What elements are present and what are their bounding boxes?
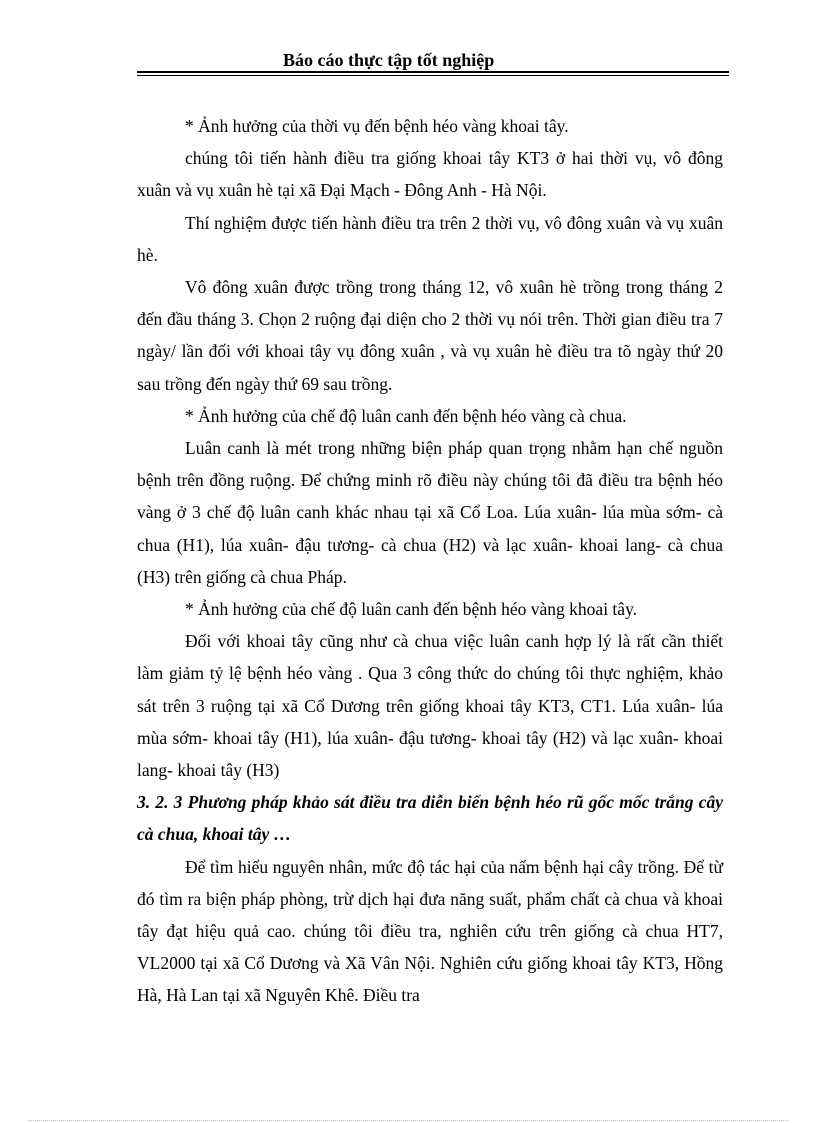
paragraph-methods: Để tìm hiểu nguyên nhân, mức độ tác hại của nấm bệnh hại cây trồng. Để từ đó tìm ra biện pháp phòng, trừ dịch hại đưa năng suất, phẩm chất cà chua và khoai tây đạt hiệu quả cao. chúng tôi điều tra, nghiên cứu trên giống cà chua HT7, VL2000 tại xã Cổ Dương và Xã Vân Nội. Nghiên cứu giống khoai tây KT3, Hồng Hà, Hà Lan tại xã Nguyên Khê. Điều tra [137,856,723,1006]
bullet-rotation-tomato: * Ảnh hưởng của chế độ luân canh đến bệnh héo vàng cà chua. [185,405,627,426]
header-rule-thin [137,75,729,76]
paragraph-planting-schedule: Vô đông xuân được trồng trong tháng 12, vô xuân hè trồng trong tháng 2 đến đầu tháng 3. Chọn 2 ruộng đại diện cho 2 thời vụ nói trên. Thời gian điều tra 7 ngày/ lần đối với khoai tây vụ đông xuân , và vụ xuân hè điều tra tõ ngày thứ 20 sau trồng đến ngày thứ 69 sau trồng. [137,277,723,394]
header-title: Báo cáo thực tập tốt nghiệp [283,50,495,70]
paragraph-experiment-seasons: Thí nghiệm được tiến hành điều tra trên 2 thời vụ, vô đông xuân và vụ xuân hè. [137,212,723,265]
bullet-rotation-potato: * Ảnh hưởng của chế độ luân canh đến bệnh héo vàng khoai tây. [185,599,638,620]
section-heading-3-2-3: 3. 2. 3 Phương pháp khảo sát điều tra diễn biến bệnh héo rũ gốc mốc trắng cây cà chua, khoai tây … [137,792,723,845]
bullet-season-potato: * Ảnh hưởng của thời vụ đến bệnh héo vàng khoai tây. [185,116,569,136]
paragraph-survey-kt3: chúng tôi tiến hành điều tra giống khoai tây KT3 ở hai thời vụ, vô đông xuân và vụ xuân hè tại xã Đại Mạch - Đông Anh - Hà Nội. [137,148,723,201]
page-header [137,48,729,78]
document-body [137,110,723,1012]
header-rule-thick [137,71,729,73]
paragraph-rotation-potato: Đối với khoai tây cũng như cà chua việc luân canh hợp lý là rất cần thiết làm giảm tỷ lệ bệnh héo vàng . Qua 3 công thức do chúng tôi thực nghiệm, khảo sát trên 3 ruộng tại xã Cổ Dương trên giống khoai tây KT3, CT1. Lúa xuân- lúa mùa sớm- khoai tây (H1), lúa xuân- đậu tương- khoai tây (H2) và lạc xuân- khoai lang- khoai tây (H3) [137,631,723,781]
paragraph-rotation-tomato: Luân canh là mét trong những biện pháp quan trọng nhằm hạn chế nguồn bệnh trên đồng ruộng. Để chứng minh rõ điều này chúng tôi đã điều tra bệnh héo vàng ở 3 chế độ luân canh khác nhau tại xã Cổ Loa. Lúa xuân- lúa mùa sớm- cà chua (H1), lúa xuân- đậu tương- cà chua (H2) và lạc xuân- khoai lang- cà chua (H3) trên giống cà chua Pháp. [137,438,723,587]
footer-dotted-rule [28,1120,788,1121]
